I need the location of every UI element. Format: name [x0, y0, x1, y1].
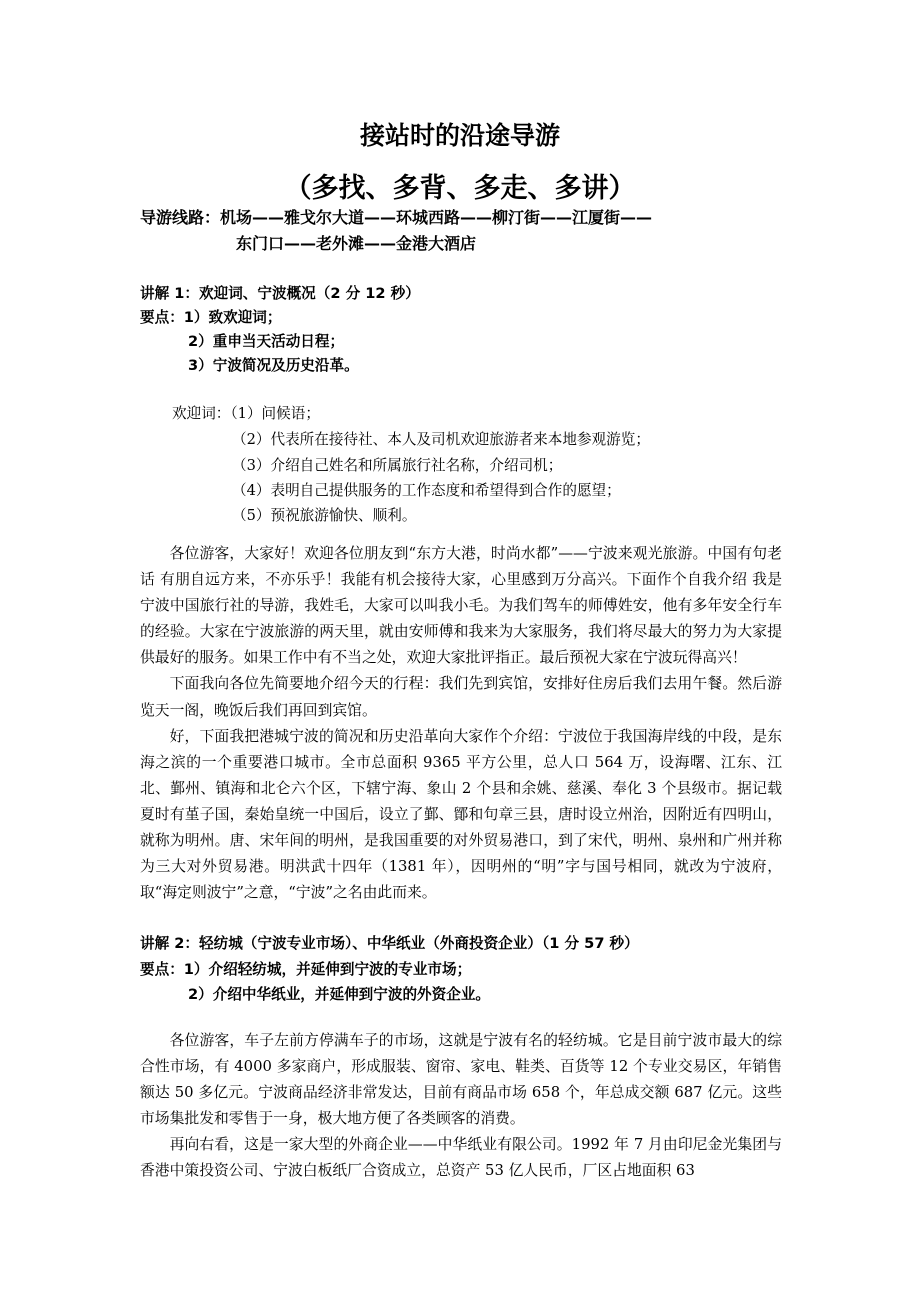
welcome-item-1: 欢迎词：（1）问候语； [172, 405, 320, 422]
welcome-item-5: （5）预祝旅游愉快、顺利。 [232, 507, 417, 524]
welcome-item-4: （4）表明自己提供服务的工作态度和希望得到合作的愿望； [232, 482, 621, 499]
document-subtitle: （多找、多背、多走、多讲） [284, 173, 636, 204]
welcome-item-2: （2）代表所在接待社、本人及司机欢迎旅游者来本地参观游览； [232, 431, 650, 448]
paragraph: 各位游客，车子左前方停满车子的市场，这就是宁波有名的轻纺城。它是目前宁波市最大的综合性市场，有 4000 多家商户，形成服装、窗帘、家电、鞋类、百货等 12 个专业交易区，年销售额达 50 多亿元。宁波商品经济非常发达，目前有商品市场 658 个，年总成交额 687 亿元。这些市场集批发和零售于一身，极大地方便了各类顾客的消费。 [140, 1032, 782, 1128]
paragraph: 再向右看，这是一家大型的外商企业——中华纸业有限公司。1992 年 7 月由印尼金光集团与香港中策投资公司、宁波白板纸厂合资成立，总资产 53 亿人民币，厂区占地面积 63 [140, 1136, 782, 1180]
section2-body [140, 1028, 782, 1185]
section1-heading: 讲解 1：欢迎词、宁波概况（2 分 12 秒） [140, 285, 420, 302]
paragraph: 好，下面我把港城宁波的简况和历史沿革向大家作个介绍：宁波位于我国海岸线的中段，是东海之滨的一个重要港口城市。全市总面积 9365 平方公里，总人口 564 万，设海曙、江东、江北、鄞州、镇海和北仑六个区，下辖宁海、象山 2 个县和余姚、慈溪、奉化 3 个县级市。据记载 夏时有堇子国，秦始皇统一中国后，设立了鄞、鄮和句章三县，唐时设立州治，因附近有四明山，就称为明州。唐、宋年间的明州，是我国重要的对外贸易港口，到了宋代，明州、泉州和广州并称为三大对外贸易港。明洪武十四年（1381 年），因明州的“明”字与国号相同，就改为宁波府，取“海定则波宁”之意，“宁波”之名由此而来。 [140, 727, 782, 902]
paragraph: 下面我向各位先简要地介绍今天的行程：我们先到宾馆，安排好住房后我们去用午餐。然后游览天一阁，晚饭后我们再回到宾馆。 [140, 675, 782, 719]
section2-point-1: 要点：1）介绍轻纺城，并延伸到宁波的专业市场； [140, 961, 472, 978]
section2-point-2: 2）介绍中华纸业，并延伸到宁波的外资企业。 [188, 986, 491, 1003]
section2-heading: 讲解 2：轻纺城（宁波专业市场）、中华纸业（外商投资企业）（1 分 57 秒） [140, 935, 639, 952]
welcome-item-3: （3）介绍自己姓名和所属旅行社名称，介绍司机； [232, 457, 563, 474]
document-title: 接站时的沿途导游 [359, 121, 560, 150]
section1-body [140, 541, 782, 906]
route-line-1: 导游线路：机场——雅戈尔大道——环城西路——柳汀街——江厦街—— [140, 208, 653, 227]
section1-point-2: 2）重申当天活动日程； [188, 333, 345, 350]
route-line-2: 东门口——老外滩——金港大酒店 [236, 234, 477, 253]
section1-point-3: 3）宁波简况及历史沿革。 [188, 357, 359, 374]
paragraph: 各位游客，大家好！欢迎各位朋友到“东方大港，时尚水都”——宁波来观光旅游。中国有句老话 有朋自远方来，不亦乐乎！我能有机会接待大家，心里感到万分高兴。下面作个自我介绍 我是宁波中国旅行社的导游，我姓毛，大家可以叫我小毛。为我们驾车的师傅姓安，他有多年安全行车的经验。大家在宁波旅游的两天里，就由安师傅和我来为大家服务，我们将尽最大的努力为大家提供最好的服务。如果工作中有不当之处，欢迎大家批评指正。最后预祝大家在宁波玩得高兴！ [140, 545, 782, 667]
section1-point-1: 要点：1）致欢迎词； [140, 309, 282, 326]
